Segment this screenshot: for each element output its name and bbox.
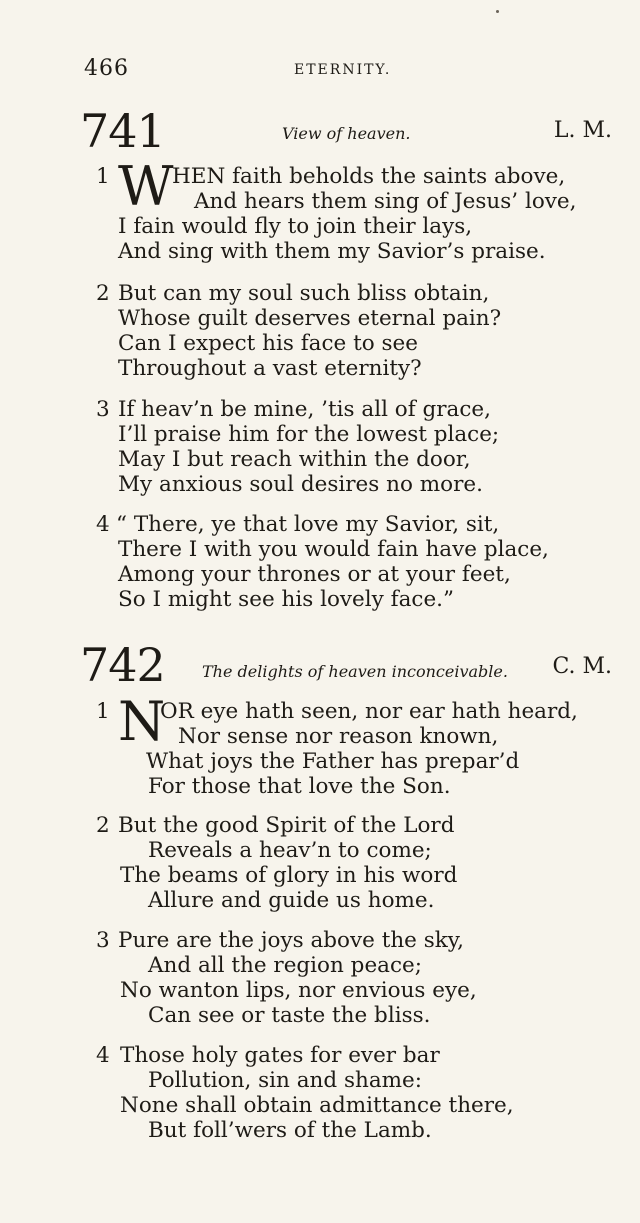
- verse-line: There I with you would fain have place,: [118, 537, 549, 562]
- hymn-subtitle: View of heaven.: [282, 124, 411, 143]
- print-speck: [496, 10, 499, 13]
- verse-line: HEN faith beholds the saints above,: [172, 164, 566, 189]
- verse-number: 4: [96, 512, 110, 537]
- page-number: 466: [84, 56, 129, 81]
- hymn-subtitle: The delights of heaven inconceivable.: [202, 662, 508, 681]
- hymn-meter: L. M.: [553, 118, 612, 143]
- verse-line: The beams of glory in his word: [120, 863, 458, 888]
- verse-line: If heav’n be mine, ’tis all of grace,: [118, 397, 491, 422]
- verse-line: And sing with them my Savior’s praise.: [118, 239, 546, 264]
- verse-line: Can I expect his face to see: [118, 331, 418, 356]
- verse-line: But foll’wers of the Lamb.: [148, 1118, 432, 1143]
- verse-line: No wanton lips, nor envious eye,: [120, 978, 477, 1003]
- verse-number: 1: [96, 164, 110, 189]
- hymn-number: 741: [80, 104, 165, 158]
- verse-line: Those holy gates for ever bar: [120, 1043, 440, 1068]
- verse-line: Can see or taste the bliss.: [148, 1003, 431, 1028]
- verse-line: And hears them sing of Jesus’ love,: [194, 189, 577, 214]
- verse-line: OR eye hath seen, nor ear hath heard,: [160, 699, 578, 724]
- verse-line: Pure are the joys above the sky,: [118, 928, 464, 953]
- verse-line: But can my soul such bliss obtain,: [118, 281, 490, 306]
- running-title: ETERNITY.: [294, 62, 392, 78]
- verse-number: 2: [96, 813, 110, 838]
- verse-line: Allure and guide us home.: [148, 888, 435, 913]
- verse-line: So I might see his lovely face.”: [118, 587, 455, 612]
- verse-line: Nor sense nor reason known,: [178, 724, 499, 749]
- verse-number: 4: [96, 1043, 110, 1068]
- verse-number: 1: [96, 699, 110, 724]
- verse-line: I fain would fly to join their lays,: [118, 214, 473, 239]
- verse-line: But the good Spirit of the Lord: [118, 813, 455, 838]
- verse-line: And all the region peace;: [148, 953, 422, 978]
- verse-line: Throughout a vast eternity?: [118, 356, 422, 381]
- verse-number: 3: [96, 928, 110, 953]
- verse-line: “ There, ye that love my Savior, sit,: [116, 512, 500, 537]
- page-header: [84, 56, 604, 86]
- verse-number: 2: [96, 281, 110, 306]
- verse-line: Whose guilt deserves eternal pain?: [118, 306, 502, 331]
- verse-line: Pollution, sin and shame:: [148, 1068, 423, 1093]
- verse-line: May I but reach within the door,: [118, 447, 471, 472]
- verse-line: I’ll praise him for the lowest place;: [118, 422, 500, 447]
- hymn-number: 742: [80, 638, 165, 692]
- verse-line: For those that love the Son.: [148, 774, 451, 799]
- verse-line: None shall obtain admittance there,: [120, 1093, 514, 1118]
- verse-line: Among your thrones or at your feet,: [118, 562, 511, 587]
- hymn-meter: C. M.: [552, 654, 612, 679]
- verse-line: My anxious soul desires no more.: [118, 472, 483, 497]
- drop-cap: W: [118, 155, 174, 218]
- verse-line: Reveals a heav’n to come;: [148, 838, 432, 863]
- verse-line: What joys the Father has prepar’d: [146, 749, 520, 774]
- drop-cap: N: [118, 690, 166, 753]
- verse-number: 3: [96, 397, 110, 422]
